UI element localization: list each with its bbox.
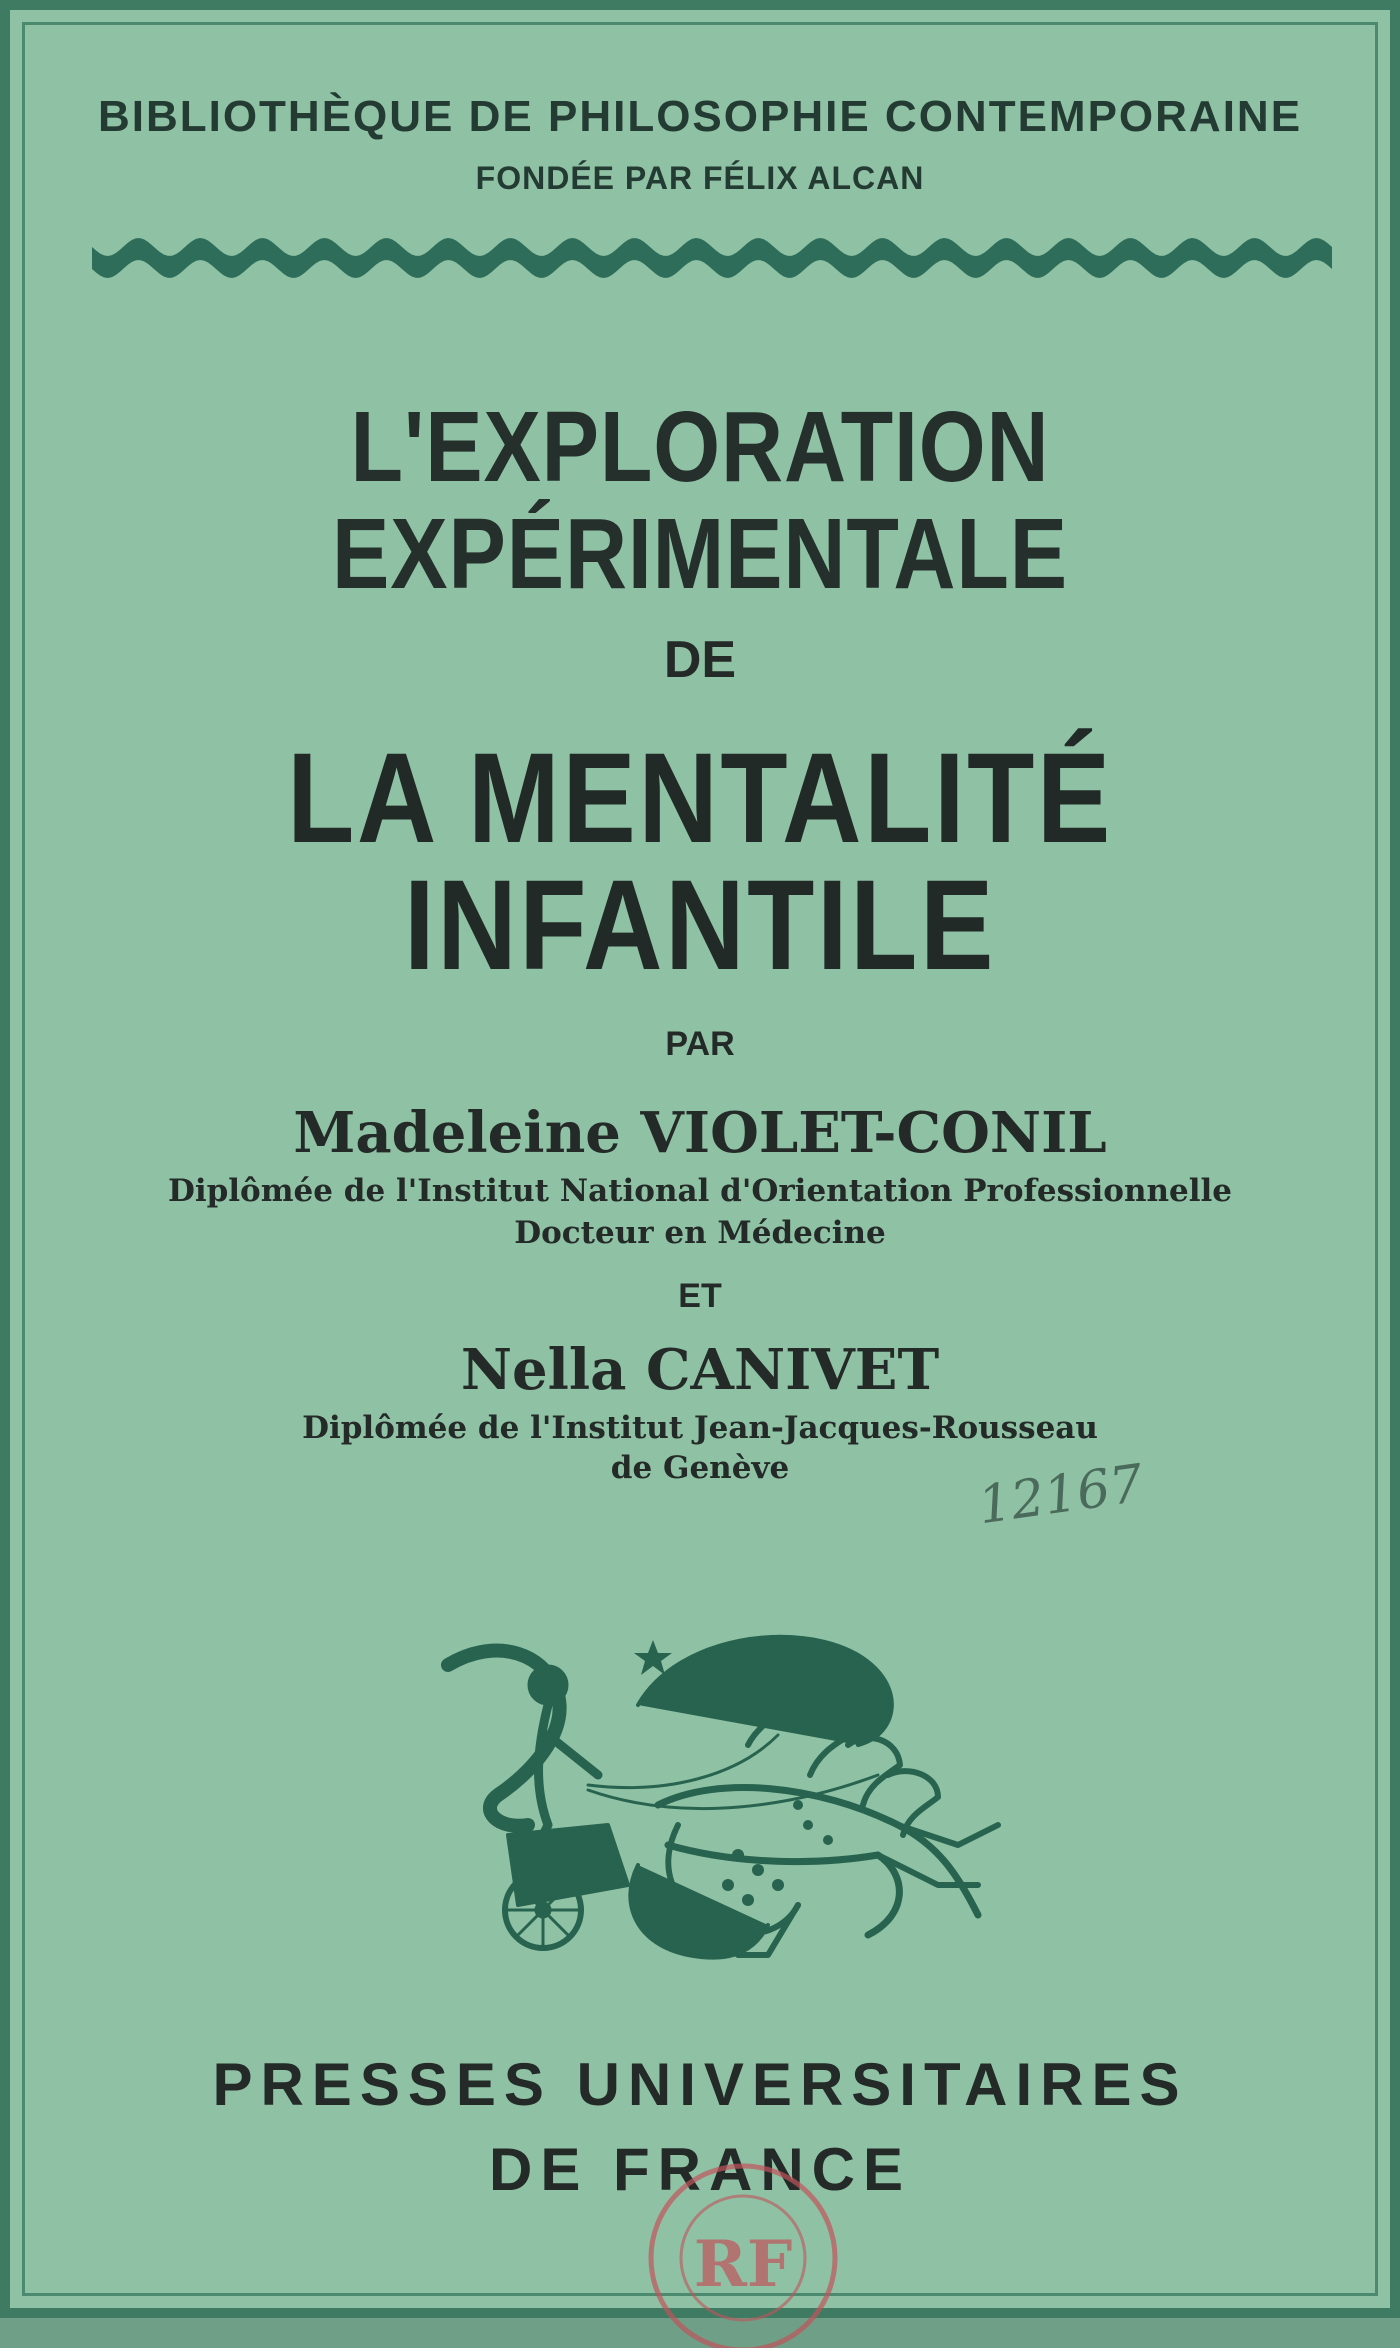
- chariot-horses-emblem-icon: [438, 1625, 1018, 1985]
- series-title: BIBLIOTHÈQUE DE PHILOSOPHIE CONTEMPORAINE: [97, 92, 1303, 141]
- title-line-2: EXPÉRIMENTALE: [332, 498, 1068, 610]
- byline-par: PAR: [665, 1025, 735, 1063]
- author-2-city: de Genève: [610, 1450, 790, 1486]
- author-1-affiliation: Diplômée de l'Institut National d'Orientation Professionnelle: [167, 1173, 1233, 1209]
- wave-ornament-icon: [92, 228, 1332, 280]
- publisher-line-1: PRESSES UNIVERSITAIRES: [212, 2051, 1188, 2118]
- handwritten-call-number: 12167: [974, 1453, 1147, 1537]
- title-line-5: INFANTILE: [404, 854, 996, 997]
- author-1-name: Madeleine VIOLET-CONIL: [293, 1100, 1107, 1166]
- title-line-4: LA MENTALITÉ: [287, 727, 1113, 870]
- series-founder: FONDÉE PAR FÉLIX ALCAN: [475, 160, 925, 196]
- publisher-line-2: DE FRANCE: [488, 2136, 911, 2203]
- author-2-name: Nella CANIVET: [460, 1337, 940, 1403]
- title-line-1: L'EXPLORATION: [350, 391, 1050, 503]
- stamp-text: RF: [693, 2227, 793, 2302]
- byline-et: ET: [678, 1277, 722, 1315]
- library-stamp-icon: [608, 2148, 878, 2348]
- title-line-3: DE: [663, 631, 737, 689]
- author-2-affiliation: Diplômée de l'Institut Jean-Jacques-Rousseau: [302, 1410, 1098, 1446]
- author-1-degree: Docteur en Médecine: [514, 1215, 886, 1251]
